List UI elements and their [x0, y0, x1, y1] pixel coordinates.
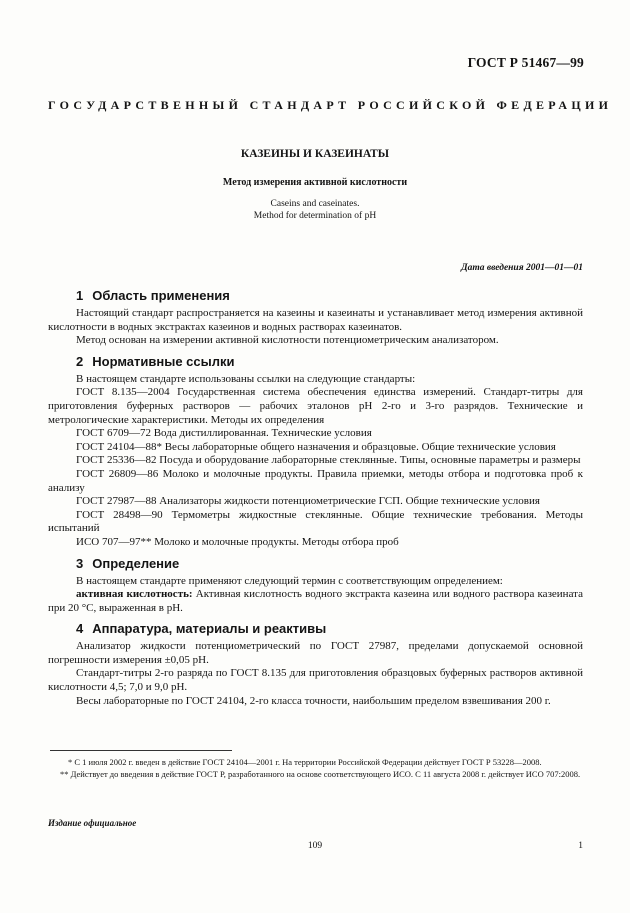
- section-heading: [76, 556, 583, 572]
- section-title: Аппаратура, материалы и реактивы: [92, 621, 327, 637]
- normative-reference: ГОСТ 8.135—2004 Государственная система обеспечения единства измерений. Стандарт-титры для приготовления буферных растворов — рабочих эталонов pH 2-го и 3-го разрядов. Технические и метрологические характеристики. Методы их определения: [48, 386, 583, 426]
- page-number-center: 109: [307, 841, 323, 851]
- standard-banner: ГОСУДАРСТВЕННЫЙ СТАНДАРТ РОССИЙСКОЙ ФЕДЕРАЦИИ: [48, 98, 613, 112]
- section-title: Область применения: [92, 288, 230, 303]
- footnotes: [48, 756, 583, 780]
- section-heading: [76, 354, 583, 370]
- term-definition-paragraph: [48, 588, 583, 615]
- section-heading: [76, 621, 583, 637]
- section-title: Определение: [92, 555, 180, 571]
- normative-reference: ГОСТ 24104—88* Весы лабораторные общего назначения и образцовые. Общие технические условия: [76, 440, 556, 453]
- normative-reference: ГОСТ 6709—72 Вода дистиллированная. Технические условия: [76, 427, 372, 440]
- footnote: * С 1 июля 2002 г. введен в действие ГОСТ 24104—2001 г. На территории Российской Федерации действует ГОСТ Р 53228—2008.: [68, 757, 542, 767]
- footnote: ** Действует до введения в действие ГОСТ Р, разработанного на основе соответствующего ИСО. С 11 августа 2008 г. действует ИСО 707:2008.: [60, 769, 581, 779]
- document-title: КАЗЕИНЫ И КАЗЕИНАТЫ: [240, 148, 390, 160]
- term-definition: Активная кислотность водного экстракта казеина или водного раствора казеината при 20 °С, выраженная в pH.: [48, 588, 583, 614]
- edition-label: Издание официальное: [48, 818, 137, 828]
- section-title: Нормативные ссылки: [92, 353, 235, 369]
- footnote-divider: [50, 750, 232, 751]
- section-heading: [76, 288, 583, 304]
- introduction-date: Дата введения 2001—01—01: [461, 263, 583, 273]
- paragraph: Настоящий стандарт распространяется на казеины и казеинаты и устанавливает метод измерения активной кислотности в водных экстрактах казеинов и водных растворах казеинатов.: [48, 307, 583, 333]
- english-title-line-2: Method for determination of pH: [253, 211, 377, 221]
- document-subtitle: Метод измерения активной кислотности: [222, 177, 408, 188]
- section-number: 2: [76, 353, 84, 369]
- section-number: 4: [76, 621, 84, 637]
- section-number: 3: [76, 555, 84, 571]
- section-number: 1: [76, 288, 84, 303]
- normative-reference: ИСО 707—97** Молоко и молочные продукты. Методы отбора проб: [76, 535, 399, 548]
- paragraph: В настоящем стандарте применяют следующий термин с соответствующим определением:: [76, 574, 503, 587]
- english-title-line-1: Caseins and caseinates.: [270, 199, 360, 209]
- normative-reference: ГОСТ 25336—82 Посуда и оборудование лабораторные стеклянные. Типы, основные параметры и размеры: [76, 454, 581, 467]
- page-number-right: 1: [578, 841, 583, 851]
- paragraph: Весы лабораторные по ГОСТ 24104, 2-го класса точности, наибольшим пределом взвешивания 200 г.: [76, 694, 551, 707]
- normative-reference: ГОСТ 28498—90 Термометры жидкостные стеклянные. Общие технические требования. Методы испытаний: [48, 508, 583, 535]
- paragraph: Метод основан на измерении активной кислотности потенциометрическим анализатором.: [76, 334, 499, 347]
- normative-reference: ГОСТ 27987—88 Анализаторы жидкости потенциометрические ГСП. Общие технические условия: [76, 495, 540, 508]
- gost-number: ГОСТ Р 51467—99: [467, 55, 584, 70]
- paragraph: В настоящем стандарте использованы ссылки на следующие стандарты:: [76, 372, 416, 385]
- document-body: [48, 286, 583, 708]
- paragraph: Стандарт-титры 2-го разряда по ГОСТ 8.135 для приготовления образцовых буферных растворов активной кислотности 4,5; 7,0 и 9,0 pH.: [48, 667, 583, 694]
- paragraph: Анализатор жидкости потенциометрический по ГОСТ 27987, пределами допускаемой основной погрешности измерения ±0,05 pH.: [48, 640, 583, 666]
- term: активная кислотность:: [76, 588, 193, 601]
- normative-reference: ГОСТ 26809—86 Молоко и молочные продукты. Правила приемки, методы отбора и подготовка проб к анализу: [48, 467, 583, 494]
